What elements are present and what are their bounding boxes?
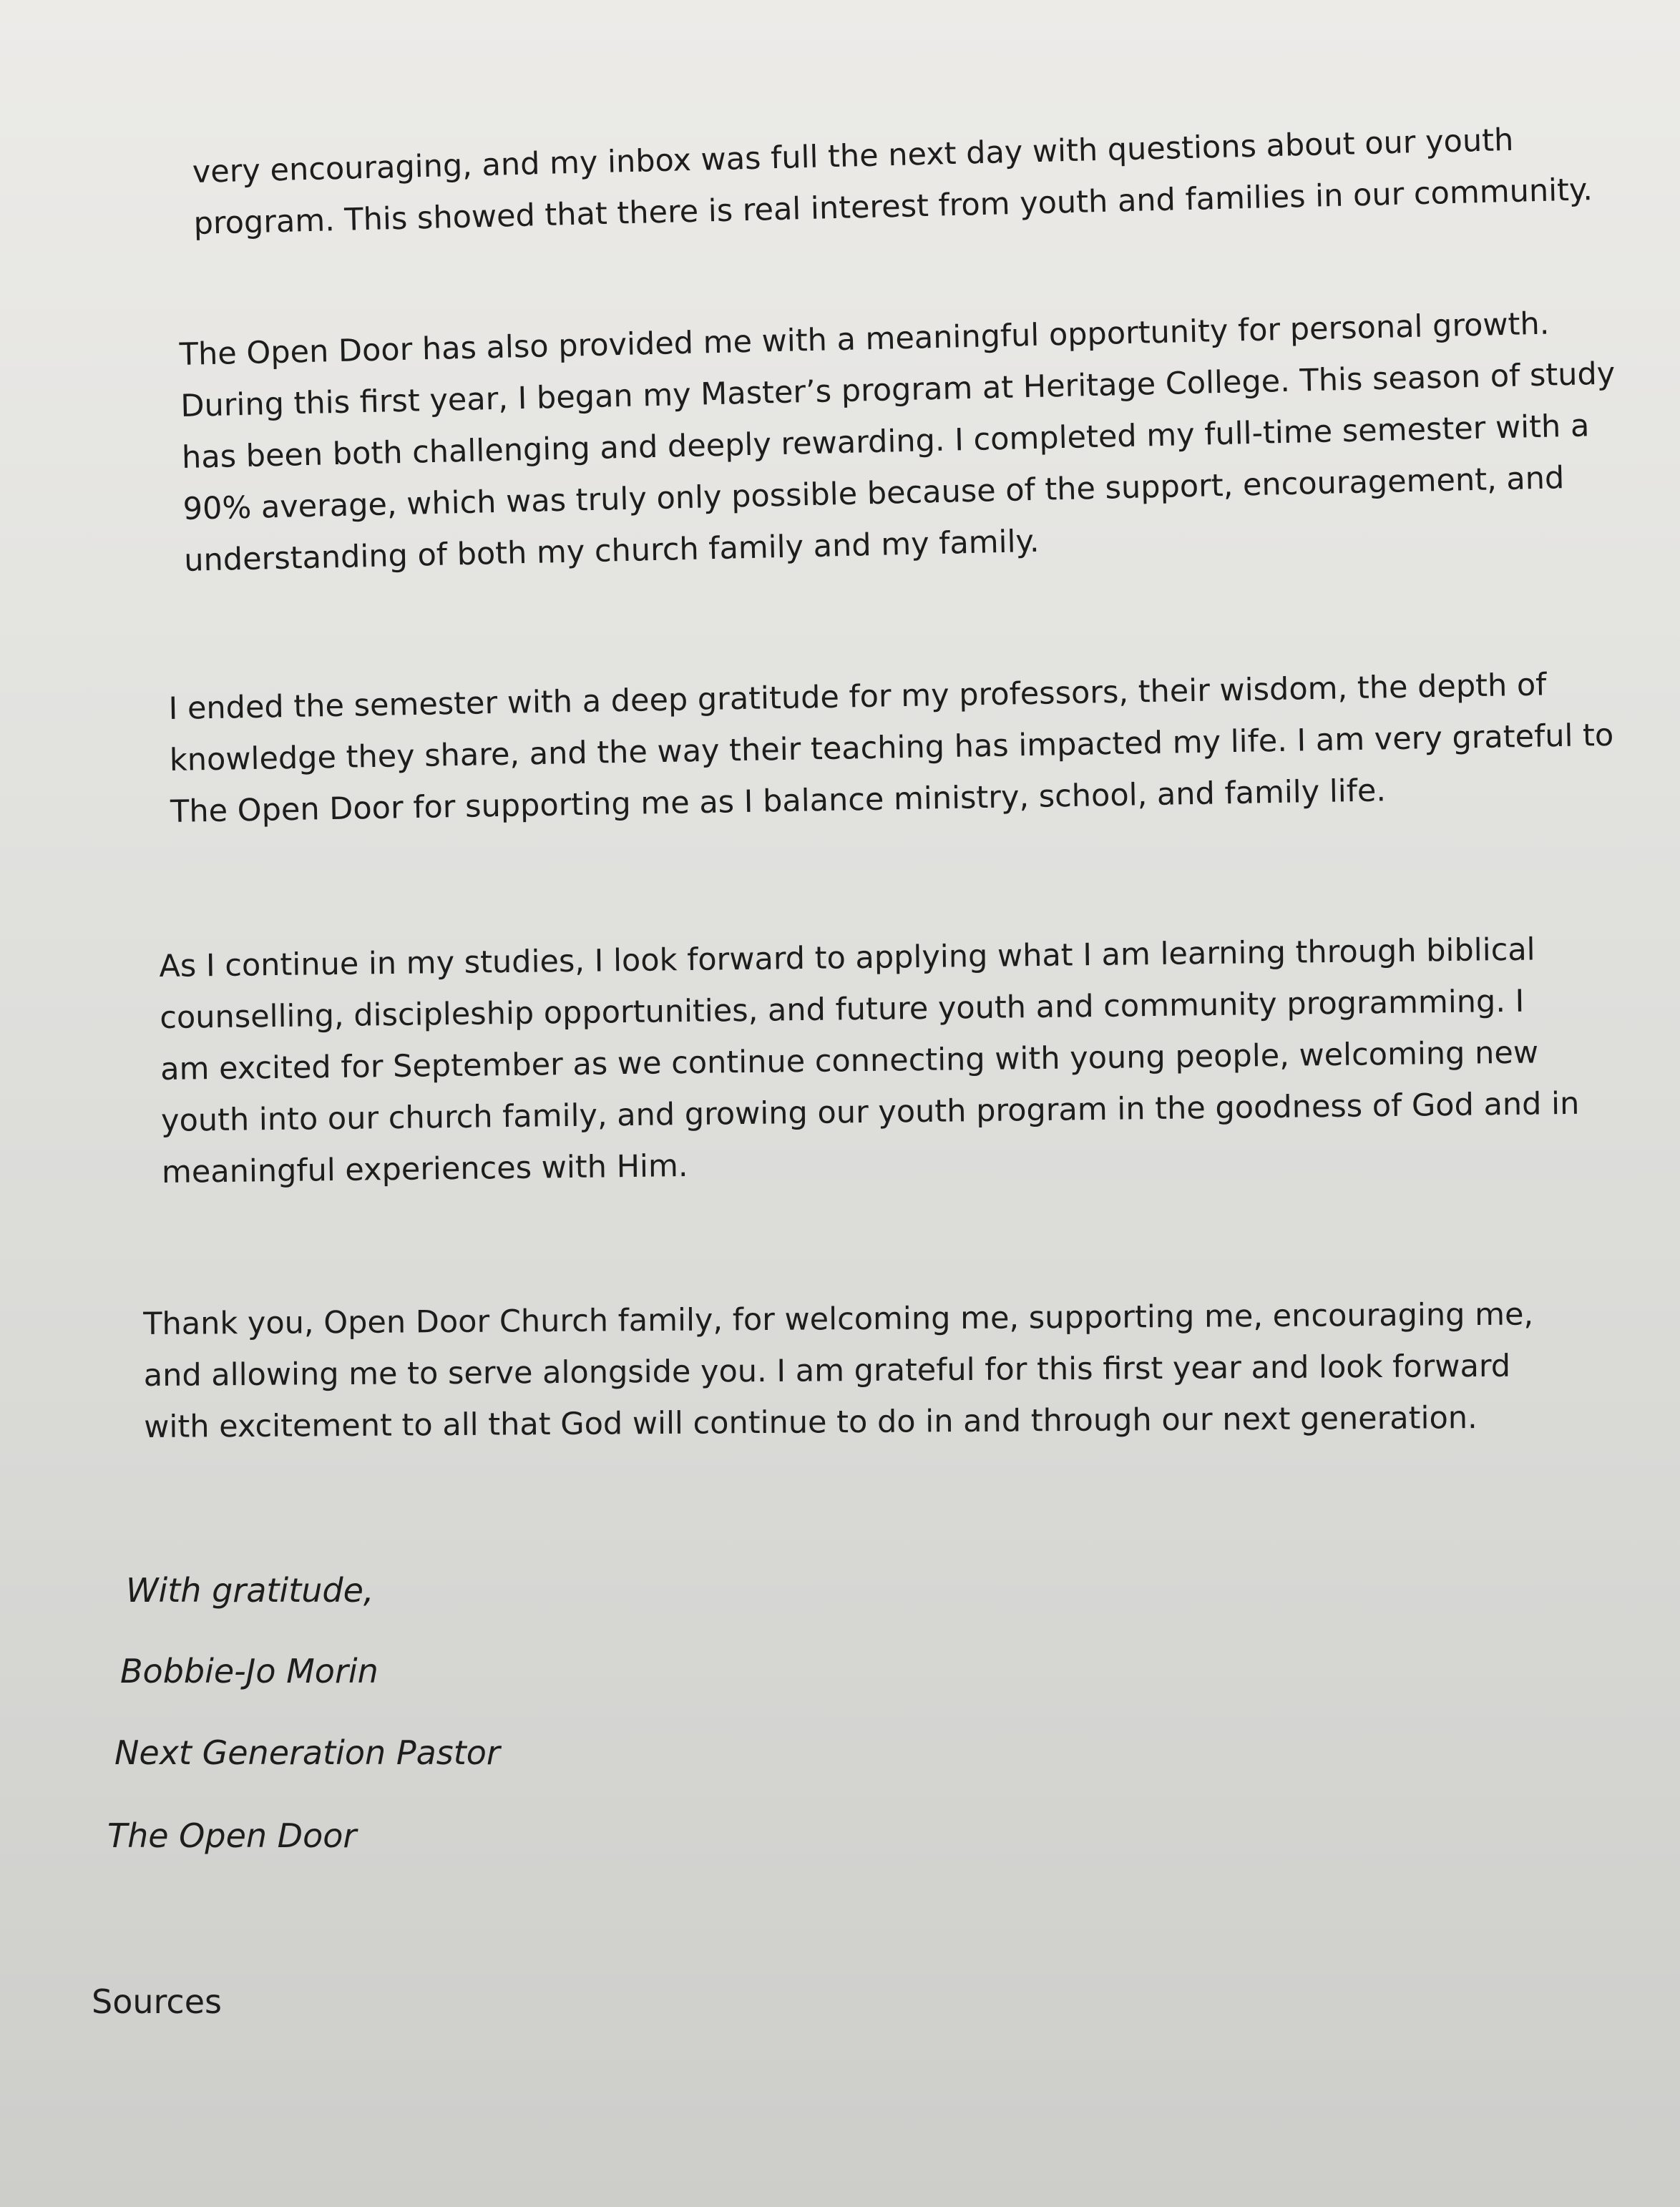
- paragraph-line: and allowing me to serve alongside you. I am grateful for this first year and look forward: [143, 1348, 1511, 1394]
- paragraph-line: has been both challenging and deeply rewarding. I completed my full-time semester with a: [181, 408, 1590, 476]
- paragraph-personal-growth: [179, 298, 1616, 587]
- signature-title: Next Generation Pastor: [114, 1733, 500, 1772]
- paragraph-line: knowledge they share, and the way their teaching has impacted my life. I am very grateful to: [169, 717, 1614, 778]
- paragraph-line: The Open Door has also provided me with a meaningful opportunity for personal growth.: [179, 305, 1550, 373]
- paragraph-line: As I continue in my studies, I look forward to applying what I am learning through biblical: [159, 931, 1535, 984]
- signature-organization: The Open Door: [107, 1816, 357, 1855]
- paragraph-line: meaningful experiences with Him.: [161, 1147, 688, 1190]
- paragraph-line: very encouraging, and my inbox was full the next day with questions about our youth: [192, 122, 1514, 190]
- paragraph-gratitude-professors: [168, 658, 1614, 838]
- signature-name: Bobbie-Jo Morin: [120, 1652, 379, 1690]
- paragraph-thank-you: [143, 1288, 1603, 1453]
- paragraph-line: I ended the semester with a deep gratitude for my professors, their wisdom, the depth of: [168, 667, 1547, 727]
- signature-closing: With gratitude,: [126, 1571, 374, 1610]
- paragraph-line: youth into our church family, and growing our youth program in the goodness of God and in: [160, 1085, 1580, 1139]
- paragraph-line: counselling, discipleship opportunities, and future youth and community programming. I: [160, 983, 1525, 1036]
- paragraph-line: am excited for September as we continue connecting with young people, welcoming new: [160, 1034, 1539, 1087]
- paragraph-future-plans: [159, 923, 1600, 1198]
- paragraph-line: Thank you, Open Door Church family, for welcoming me, supporting me, encouraging me,: [143, 1296, 1534, 1342]
- paragraph-program-interest: [192, 113, 1593, 250]
- paragraph-line: understanding of both my church family and my family.: [183, 523, 1040, 579]
- paragraph-line: program. This showed that there is real interest from youth and families in our community.: [193, 172, 1593, 242]
- sources-heading: Sources: [92, 1982, 222, 2021]
- paragraph-line: During this first year, I began my Master’s program at Heritage College. This season of study: [180, 356, 1616, 424]
- paragraph-line: with excitement to all that God will continue to do in and through our next generation.: [144, 1399, 1478, 1445]
- paragraph-line: 90% average, which was truly only possible because of the support, encouragement, and: [182, 460, 1565, 527]
- paragraph-line: The Open Door for supporting me as I balance ministry, school, and family life.: [170, 773, 1387, 830]
